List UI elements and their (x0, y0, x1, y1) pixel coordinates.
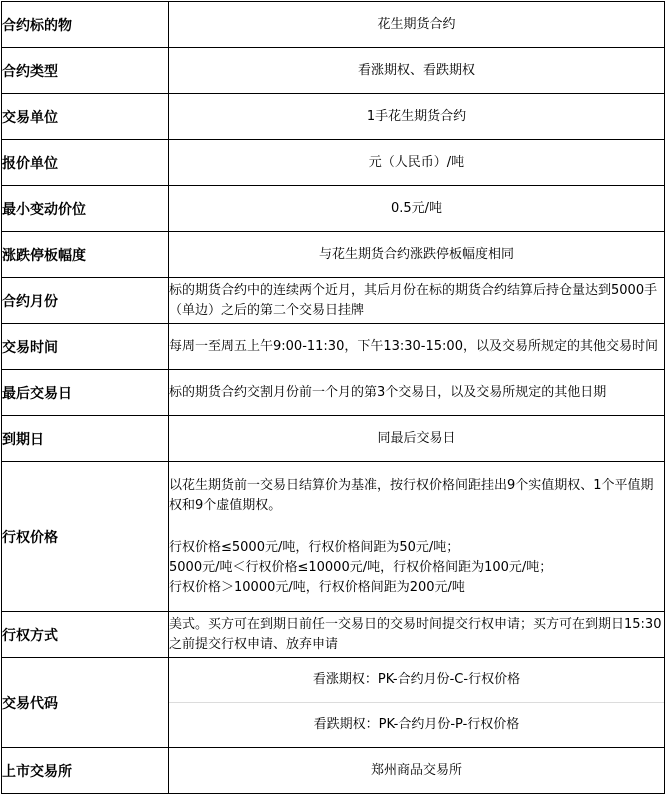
table-row (2, 2, 665, 48)
call-option-code: 看涨期权：PK-合约月份-C-行权价格 (169, 658, 664, 703)
row-label: 最小变动价位 (2, 186, 169, 232)
row-label: 报价单位 (2, 140, 169, 186)
strike-price-rule: 行权价格＞10000元/吨，行权价格间距为200元/吨 (169, 579, 465, 595)
table-row (2, 48, 665, 94)
table-row (2, 370, 665, 416)
row-value: 标的期货合约交割月份前一个月的第3个交易日，以及交易所规定的其他日期 (169, 370, 665, 416)
row-label: 涨跌停板幅度 (2, 232, 169, 278)
row-label: 交易时间 (2, 324, 169, 370)
table-row (2, 140, 665, 186)
put-option-code: 看跌期权：PK-合约月份-P-行权价格 (313, 717, 520, 732)
table-row (2, 658, 665, 748)
option-contract-spec-table (1, 1, 665, 794)
table-row (2, 416, 665, 462)
row-value: 花生期货合约 (169, 2, 665, 48)
strike-price-rule: 行权价格≤5000元/吨，行权价格间距为50元/吨； (169, 539, 460, 555)
row-label: 合约月份 (2, 278, 169, 324)
table-row (2, 278, 665, 324)
table-row (2, 462, 665, 612)
table-row (2, 748, 665, 794)
table-row (2, 324, 665, 370)
row-label: 到期日 (2, 416, 169, 462)
row-label: 交易单位 (2, 94, 169, 140)
table-row (2, 232, 665, 278)
row-value: 标的期货合约中的连续两个近月，其后月份在标的期货合约结算后持仓量达到5000手（单边）之后的第二个交易日挂牌 (169, 278, 665, 324)
row-label: 上市交易所 (2, 748, 169, 794)
strike-price-intro: 以花生期货前一交易日结算价为基准，按行权价格间距挂出9个实值期权、1个平值期权和9个虚值期权。 (169, 477, 654, 513)
row-value: 郑州商品交易所 (169, 748, 665, 794)
strike-price-cell (169, 462, 665, 612)
row-value: 同最后交易日 (169, 416, 665, 462)
row-value: 与花生期货合约涨跌停板幅度相同 (169, 232, 665, 278)
row-label: 交易代码 (2, 658, 169, 748)
trading-code-cell (169, 658, 665, 748)
row-value: 美式。买方可在到期日前任一交易日的交易时间提交行权申请；买方可在到期日15:30之前提交行权申请、放弃申请 (169, 612, 665, 658)
row-value: 元（人民币）/吨 (169, 140, 665, 186)
row-label: 合约标的物 (2, 2, 169, 48)
row-label: 合约类型 (2, 48, 169, 94)
row-label: 最后交易日 (2, 370, 169, 416)
row-value: 看涨期权、看跌期权 (169, 48, 665, 94)
strike-price-rule: 5000元/吨＜行权价格≤10000元/吨，行权价格间距为100元/吨； (169, 559, 553, 575)
row-value: 0.5元/吨 (169, 186, 665, 232)
row-label: 行权方式 (2, 612, 169, 658)
table-row (2, 186, 665, 232)
table-row (2, 612, 665, 658)
row-value: 每周一至周五上午9:00-11:30，下午13:30-15:00，以及交易所规定的其他交易时间 (169, 324, 665, 370)
row-label: 行权价格 (2, 462, 169, 612)
table-row (2, 94, 665, 140)
row-value: 1手花生期货合约 (169, 94, 665, 140)
